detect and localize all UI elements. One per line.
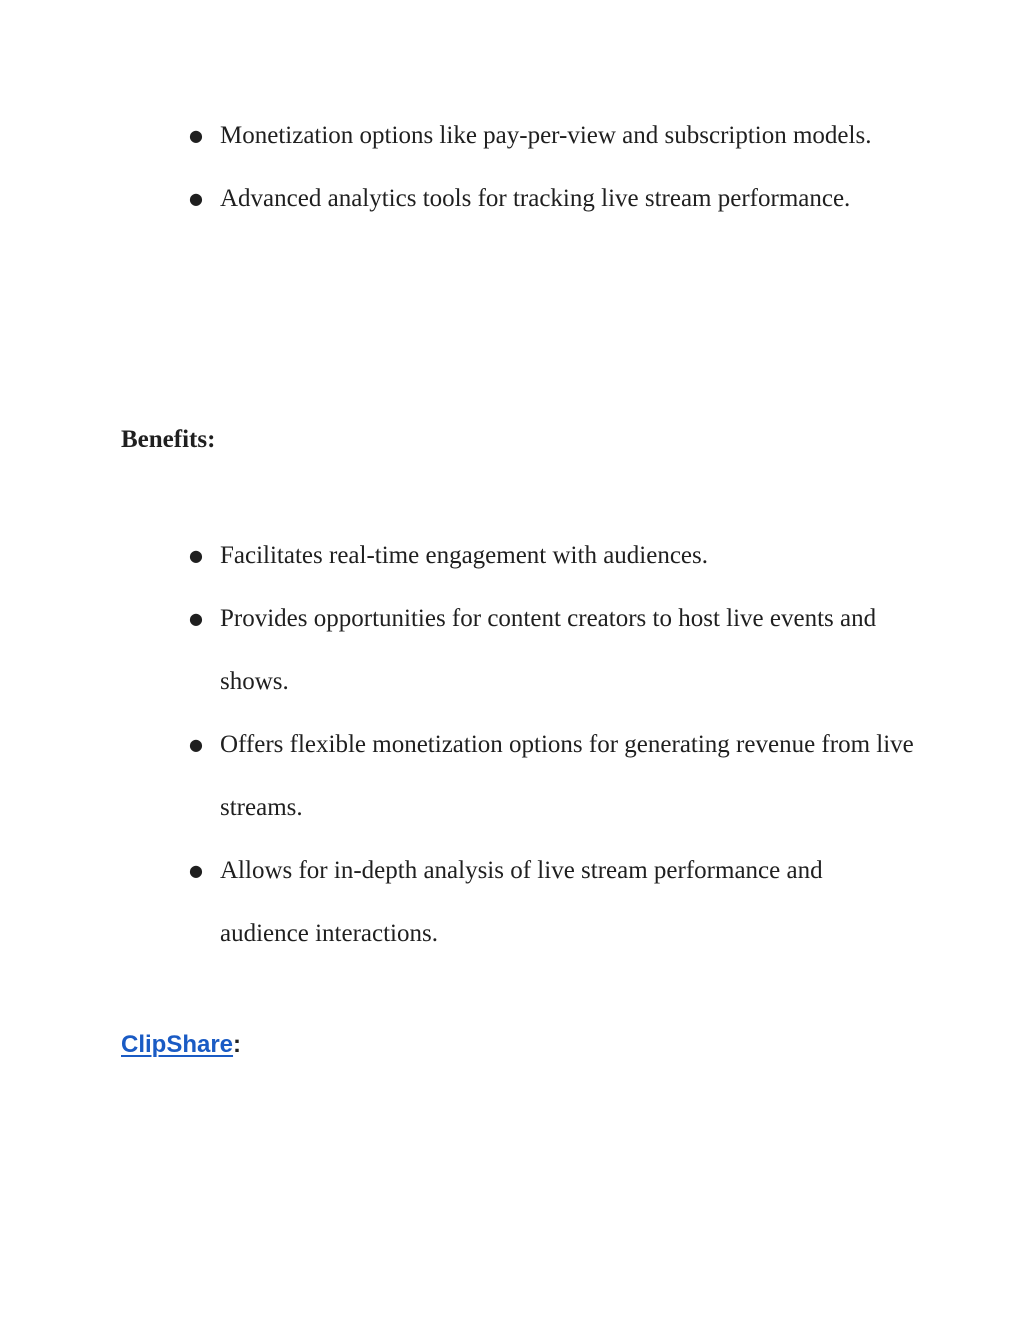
bullet-dot-icon: ● <box>189 126 203 145</box>
benefits-list <box>186 524 916 965</box>
bullet-dot-icon: ● <box>189 609 203 628</box>
list-item <box>186 587 916 713</box>
bullet-dot-icon: ● <box>189 735 203 754</box>
list-item <box>186 713 916 839</box>
list-item <box>186 524 916 587</box>
bullet-dot-icon: ● <box>189 189 203 208</box>
list-item <box>186 839 916 965</box>
features-list <box>186 104 916 230</box>
list-item-text: Advanced analytics tools for tracking live stream performance. <box>220 185 851 212</box>
benefits-heading: Benefits: <box>121 426 216 453</box>
list-item <box>186 167 916 230</box>
list-item-text: Monetization options like pay-per-view and subscription models. <box>220 122 872 149</box>
clipshare-heading <box>121 1025 241 1065</box>
list-item-text: Allows for in-depth analysis of live stream performance and audience interactions. <box>220 857 823 947</box>
clipshare-link[interactable]: ClipShare <box>121 1031 234 1058</box>
list-item-text: Facilitates real-time engagement with audiences. <box>220 542 709 569</box>
list-item-text: Offers flexible monetization options for generating revenue from live streams. <box>220 731 914 821</box>
list-item <box>186 104 916 167</box>
heading-colon: : <box>233 1031 242 1058</box>
bullet-dot-icon: ● <box>189 861 203 880</box>
bullet-dot-icon: ● <box>189 546 203 565</box>
list-item-text: Provides opportunities for content creators to host live events and shows. <box>220 605 877 695</box>
